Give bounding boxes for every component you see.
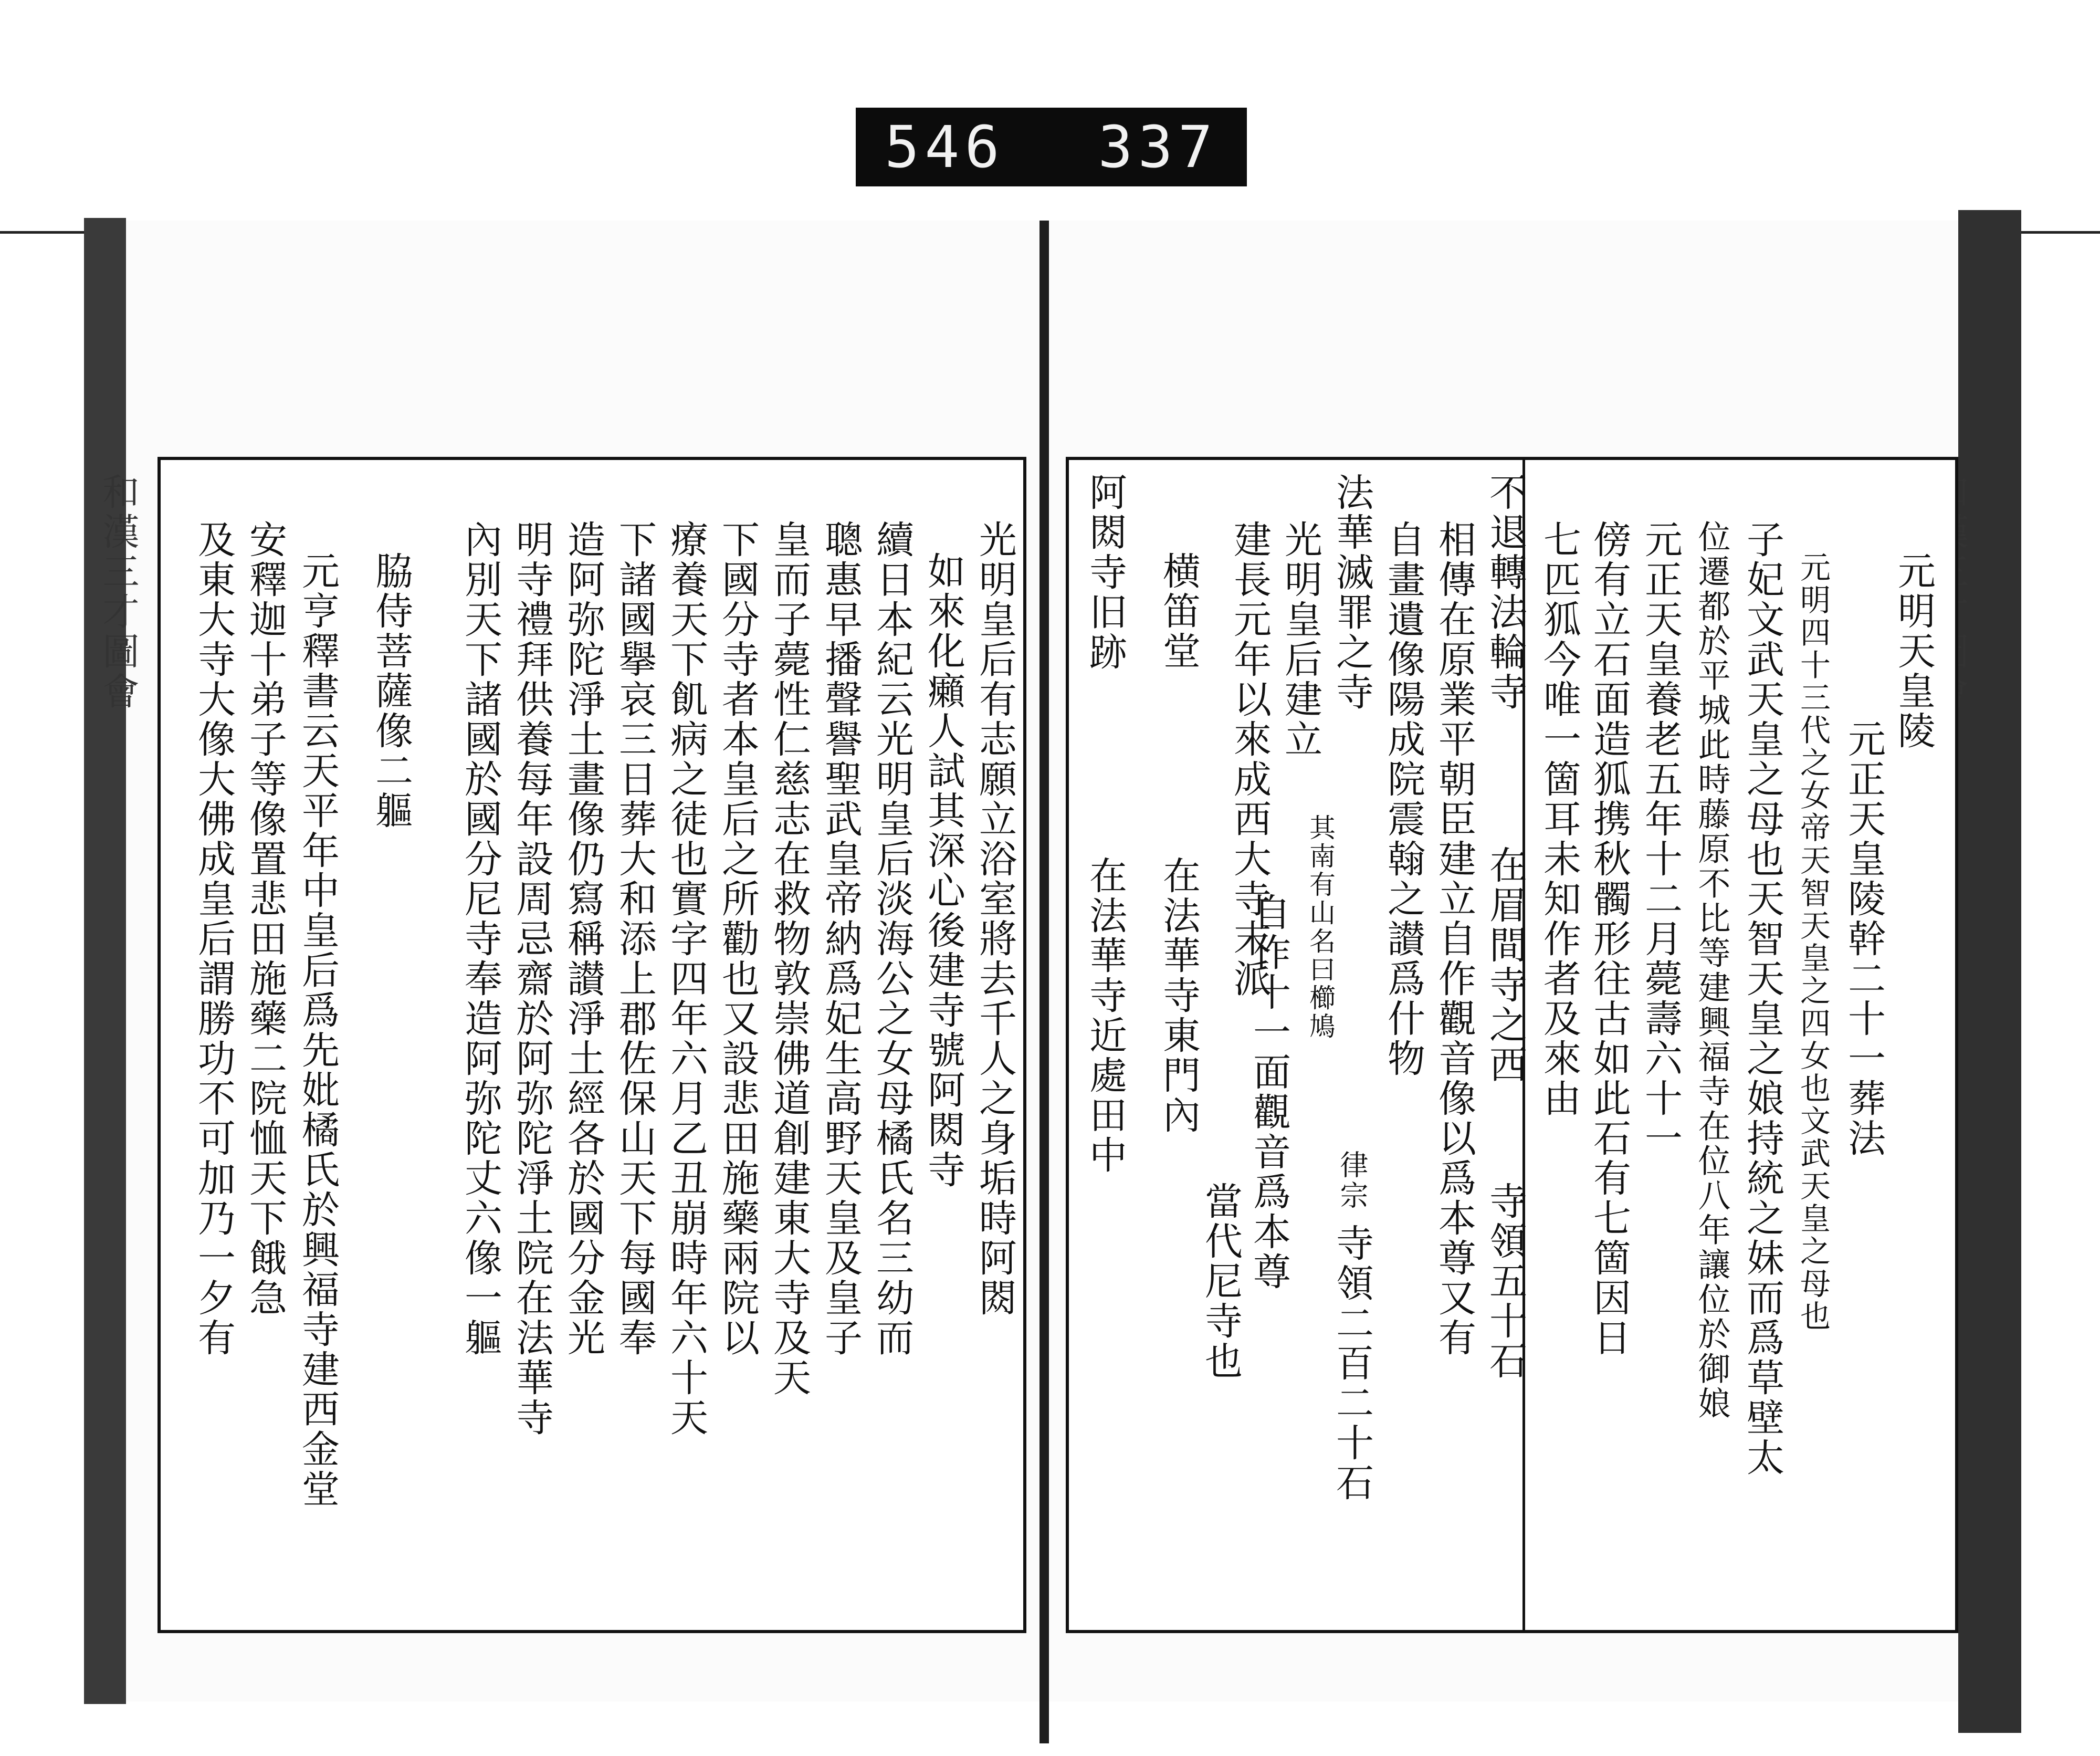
text-column: 脇侍菩薩像二軀 bbox=[369, 551, 413, 831]
text-column: 光明皇后建立 bbox=[1278, 520, 1322, 759]
text-column: 元正天皇陵幹二十一葬法 bbox=[1842, 719, 1886, 1158]
text-column: 明寺禮拜供養每年設周忌齋於阿弥陀淨土院在法華寺 bbox=[510, 520, 554, 1438]
left-book-edge bbox=[84, 218, 126, 1704]
frame-number-left: 546 bbox=[885, 113, 1005, 181]
text-column: 寺領二百二十石 bbox=[1330, 1224, 1374, 1503]
right-book-edge bbox=[1958, 210, 2021, 1733]
text-column: 在法華寺東門內 bbox=[1157, 856, 1201, 1135]
text-column: 如來化癩人試其深心後建寺號阿閦寺 bbox=[921, 551, 965, 1190]
text-column: 建長元年以來成西大寺末派 bbox=[1227, 520, 1272, 999]
text-column: 聰惠早播聲譽聖武皇帝納爲妃生高野天皇及皇子 bbox=[818, 520, 863, 1358]
text-column: 內別天下諸國於國分尼寺奉造阿弥陀丈六像一軀 bbox=[458, 520, 502, 1358]
text-column: 續日本紀云光明皇后淡海公之女母橘氏名三幼而 bbox=[870, 520, 914, 1358]
text-column: 當代尼寺也 bbox=[1199, 1182, 1243, 1381]
text-column: 自畫遺像陽成院震翰之讃爲什物 bbox=[1381, 520, 1425, 1079]
text-column: 下國分寺者本皇后之所勸也又設悲田施藥兩院以 bbox=[716, 520, 760, 1358]
text-column: 光明皇后有志願立浴室將去千人之身垢時阿閦 bbox=[973, 520, 1017, 1318]
text-column: 寺領五十石 bbox=[1483, 1182, 1527, 1381]
left-margin-title: 和漢三才圖會 bbox=[97, 473, 140, 712]
text-column: 律宗 bbox=[1336, 1150, 1369, 1211]
text-column: 在眉間寺之西 bbox=[1483, 845, 1527, 1085]
text-column: 元明天皇陵 bbox=[1892, 551, 1936, 751]
text-column: 横笛堂 bbox=[1157, 551, 1201, 671]
frame-number-right: 337 bbox=[1098, 113, 1218, 181]
book-gutter bbox=[1040, 221, 1049, 1743]
text-column: 在法華寺近處田中 bbox=[1083, 856, 1127, 1175]
text-column: 造阿弥陀淨土畫像仍寫稱讃淨土經各於國分金光 bbox=[561, 520, 605, 1358]
microfilm-frame-label bbox=[856, 108, 1247, 186]
text-column: 元明四十三代之女帝天智天皇之四女也文武天皇之母也 bbox=[1795, 551, 1831, 1333]
text-column: 位遷都於平城此時藤原不比等建興福寺在位八年讓位於御娘 bbox=[1693, 520, 1731, 1421]
text-column: 其南有山名曰櫛鳩 bbox=[1305, 814, 1336, 1041]
text-column: 阿閦寺旧跡 bbox=[1083, 473, 1127, 672]
text-column: 療養天下飢病之徒也實字四年六月乙丑崩時年六十天 bbox=[664, 520, 708, 1438]
text-column: 安釋迦十弟子等像置悲田施藥二院恤天下餓急 bbox=[243, 520, 287, 1318]
text-column: 相傳在原業平朝臣建立自作觀音像以爲本尊又有 bbox=[1432, 520, 1476, 1358]
text-column: 皇而子薨性仁慈志在救物敦崇佛道創建東大寺及天 bbox=[767, 520, 811, 1398]
text-column: 七匹狐今唯一箇耳未知作者及來由 bbox=[1537, 520, 1581, 1119]
text-column: 不退轉法輪寺 bbox=[1483, 473, 1527, 712]
text-column: 傍有立石面造狐携秋髑形往古如此石有七箇因日 bbox=[1587, 520, 1631, 1358]
text-column: 下諸國擧哀三日葬大和添上郡佐保山天下每國奉 bbox=[613, 520, 657, 1358]
text-column: 子妃文武天皇之母也天智天皇之娘持統之妹而爲草壁太 bbox=[1740, 520, 1784, 1478]
text-column: 自作十一面觀音爲本尊 bbox=[1247, 893, 1291, 1292]
text-column: 元亨釋書云天平年中皇后爲先妣橘氏於興福寺建西金堂 bbox=[296, 551, 340, 1509]
text-column: 及東大寺大像大佛成皇后謂勝功不可加乃一夕有 bbox=[192, 520, 236, 1358]
text-column: 元正天皇養老五年十二月薨壽六十一 bbox=[1639, 520, 1683, 1158]
text-column: 法華滅罪之寺 bbox=[1330, 473, 1374, 712]
